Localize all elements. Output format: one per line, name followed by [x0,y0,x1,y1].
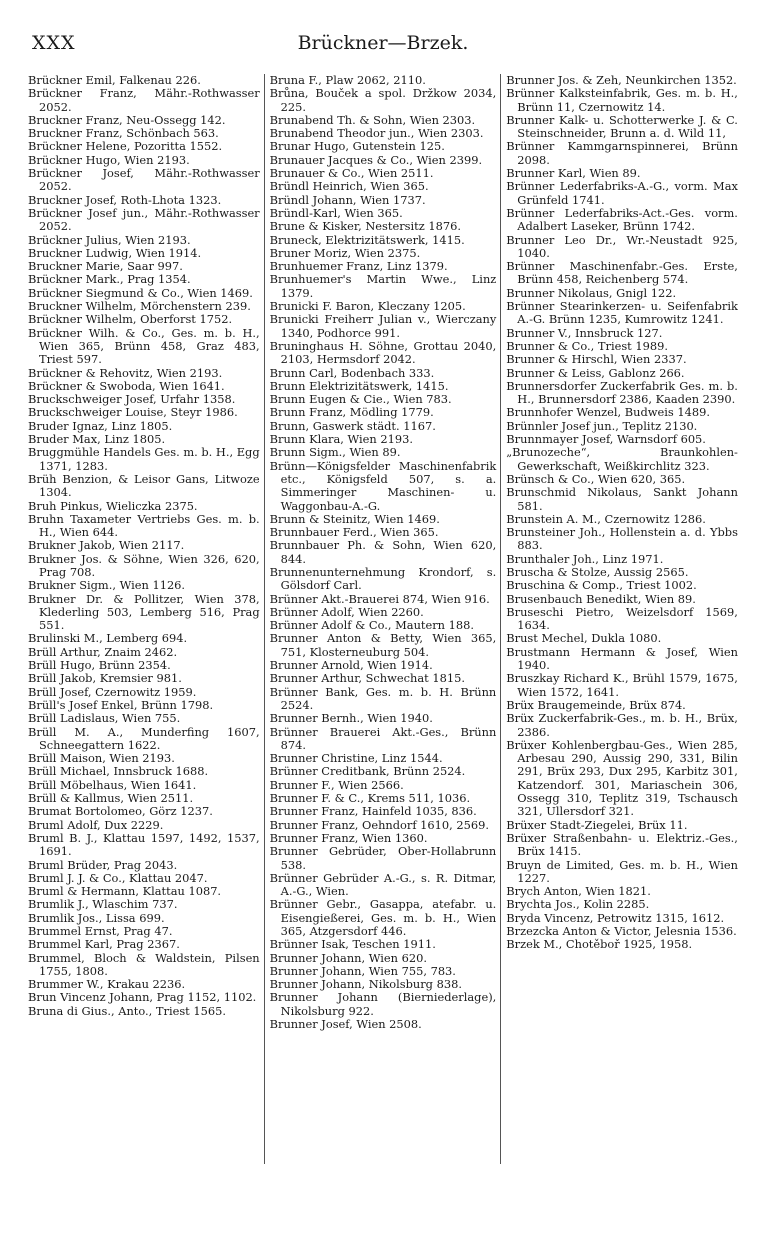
directory-entry: Brunsteiner Joh., Hollenstein a. d. Ybbs 883. [506,525,738,553]
directory-entry: Bruckschweiger Louise, Steyr 1986. [28,405,238,420]
directory-entry: Bruhn Taxameter Vertriebs Ges. m. b. H., Wien 644. [28,511,260,540]
directory-entry: Brückner Wilhelm, Oberforst 1752. [28,312,233,327]
directory-entry: Bruder Ignaz, Linz 1805. [28,418,173,433]
directory-entry: Bruna F., Plaw 2062, 2110. [269,74,426,87]
directory-entry: Brunner Franz, Oehndorf 1610, 2569. [269,817,490,832]
directory-entry: Bruckner Marie, Saar 997. [28,259,183,274]
directory-entry: Bründl Johann, Wien 1737. [269,192,426,207]
directory-entry: Brunabend Th. & Sohn, Wien 2303. [269,112,476,127]
directory-entry: Brünner Lederfabriks-Act.-Ges. vorm. Adalbert Laseker, Brünn 1742. [506,205,738,234]
directory-entry: Brunner Kalk- u. Schotterwerke J. & C. Steinschneider, Brunn a. d. Wild 11, [506,112,738,141]
directory-entry: Bryda Vincenz, Petrowitz 1315, 1612. [506,910,725,925]
directory-entry: Brünn—Königsfelder Maschinenfabrik etc., Königsfeld 507, s. a. Simmeringer Maschinen- u. Waggonbau-A.-G. [269,458,497,513]
directory-entry: Brunner F. & C., Krems 511, 1036. [269,791,471,806]
directory-entry: Brünner Lederfabriks-A.-G., vorm. Max Grünfeld 1741. [506,179,738,207]
directory-entry: Brüll Jakob, Kremsier 981. [28,671,182,686]
directory-entry: Brumat Bortolomeo, Görz 1237. [28,804,213,819]
directory-entry: Bruml Adolf, Dux 2229. [28,817,164,832]
directory-entry: Brünnler Josef jun., Teplitz 2130. [506,418,698,433]
directory-entry: Brüll & Kallmus, Wien 2511. [28,791,194,806]
directory-entry: Brzek M., Chotěboř 1925, 1958. [506,937,693,952]
directory-entry: Brunner Franz, Wien 1360. [269,830,428,845]
directory-entry: Brunabend Theodor jun., Wien 2303. [269,126,484,141]
directory-entry: Brunner Bernh., Wien 1940. [269,711,433,726]
directory-entry: Brunn Klara, Wien 2193. [269,432,413,447]
directory-entry: Brunnersdorfer Zuckerfabrik Ges. m. b. H., Brunnersdorf 2386, Kaaden 2390. [506,378,738,407]
directory-entry: Brunner Franz, Hainfeld 1035, 836. [269,804,477,819]
directory-entry: Brünner Creditbank, Brünn 2524. [269,764,466,779]
directory-entry: Brunner Karl, Wien 89. [506,166,641,181]
directory-entry: Brumlik J., Wlaschim 737. [28,897,178,912]
directory-entry: Brückner Julius, Wien 2193. [28,232,191,247]
directory-entry: Brüx Braugemeinde, Brüx 874. [506,697,686,712]
directory-entry: Brukner Jakob, Wien 2117. [28,538,185,553]
directory-entry: Brustmann Hermann & Josef, Wien 1940. [506,644,738,673]
directory-entry: Bruschina & Comp., Triest 1002. [506,578,697,593]
directory-entry: Brückner & Rehovitz, Wien 2193. [28,365,223,380]
directory-entry: Brüll Möbelhaus, Wien 1641. [28,777,197,792]
directory-entry: Brunner Arthur, Schwechat 1815. [269,671,465,686]
directory-entry: Brünner Gebr., Gasappa, atefabr. u. Eisengießerei, Ges. m. b. H., Wien 365, Atzgersdorf 446. [269,897,497,938]
directory-entry: Brzezcka Anton & Victor, Jelesnia 1536. [506,924,737,938]
directory-entry: Bruckschweiger Josef, Urfahr 1358. [28,392,236,407]
directory-entry: Brunner Johann, Wien 620. [269,950,427,965]
directory-entry: Brunner & Co., Triest 1989. [506,338,668,353]
directory-entry: Brünner Isak, Teschen 1911. [269,937,436,952]
directory-entry: Brückner Helene, Pozoritta 1552. [28,139,223,154]
directory-entry: Brüll Michael, Innsbruck 1688. [28,764,209,779]
directory-entry: Bruseschi Pietro, Weizelsdorf 1569, 1634. [506,604,738,633]
directory-entry: Brust Mechel, Dukla 1080. [506,631,662,646]
directory-entry: Brunnhofer Wenzel, Budweis 1489. [506,405,711,420]
directory-entry: Brun Vincenz Johann, Prag 1152, 1102. [28,990,257,1005]
directory-entry: Brunn & Steinitz, Wien 1469. [269,511,440,526]
directory-entry: Brünner Kalksteinfabrik, Ges. m. b. H., Brünn 11, Czernowitz 14. [506,86,738,114]
directory-entry: Brünner Gebrüder A.-G., s. R. Ditmar, A.-G., Wien. [269,870,497,899]
directory-entry: Bruninghaus H. Söhne, Grottau 2040, 2103, Hermsdorf 2042. [269,338,497,367]
running-head: Brückner—Brzek. [297,32,469,54]
directory-entry: Brückner Josef, Mähr.-Rothwasser 2052. [28,166,260,194]
directory-entry: Bruneck, Elektrizitätswerk, 1415. [269,232,465,247]
directory-entry: Brunicki F. Baron, Kleczany 1205. [269,299,466,314]
directory-entry: Brünner Brauerei Akt.-Ges., Brünn 874. [269,724,497,752]
directory-entry: Brunner V., Innsbruck 127. [506,325,663,340]
directory-entry: Brunn Carl, Bodenbach 333. [269,365,435,380]
directory-entry: Bründl Heinrich, Wien 365. [269,179,429,194]
directory-entry: Brunhuemer Franz, Linz 1379. [269,259,448,274]
directory-entry: Brünsch & Co., Wien 620, 365. [506,471,686,486]
directory-entry: Brückner Josef jun., Mähr.-Rothwasser 2052. [28,205,260,234]
directory-entry: Brunn Sigm., Wien 89. [269,445,401,460]
directory-entry: Brunner Gebrüder, Ober-Hollabrunn 538. [269,844,497,872]
directory-entry: Brüll M. A., Munderfing 1607, Schneegattern 1622. [28,724,260,752]
directory-entry: Brunnenunternehmung Krondorf, s. Gölsdorf Carl. [269,564,497,593]
directory-entry: Brunner Jos. & Zeh, Neunkirchen 1352. [506,74,737,87]
directory-entry: Bruckner Franz, Neu-Ossegg 142. [28,112,226,127]
directory-entry: Brückner Siegmund & Co., Wien 1469. [28,285,253,300]
directory-entry: Bruml & Hermann, Klattau 1087. [28,884,222,899]
directory-entry: Brummel Karl, Prag 2367. [28,937,180,952]
directory-entry: Brückner Hugo, Wien 2193. [28,152,190,167]
directory-entry: Brychta Jos., Kolin 2285. [506,897,650,912]
directory-entry: Brunner Johann (Bierniederlage), Nikolsburg 922. [269,990,497,1018]
directory-entry: Brunauer Jacques & Co., Wien 2399. [269,152,483,167]
directory-entry: Brunner Johann, Wien 755, 783. [269,963,456,978]
directory-entry: Bruckner Franz, Schönbach 563. [28,126,219,141]
directory-entry: Bruna di Gius., Anto., Triest 1565. [28,1003,226,1018]
directory-entry: Brückner Wilh. & Co., Ges. m. b. H., Wien 365, Brünn 458, Graz 483, Triest 597. [28,325,260,367]
directory-entry: Brunner Johann, Nikolsburg 838. [269,977,462,992]
directory-page [28,30,738,1170]
directory-entry: Brukner Jos. & Söhne, Wien 326, 620, Prag 708. [28,551,260,579]
directory-entry: Brunnmayer Josef, Warnsdorf 605. [506,432,706,447]
directory-entry: Bruml B. J., Klattau 1597, 1492, 1537, 1691. [28,830,260,859]
directory-entry: Brüll Arthur, Znaim 2462. [28,644,178,659]
directory-entry: Brüll Hugo, Brünn 2354. [28,658,171,673]
directory-entry: Bruszkay Richard K., Brühl 1579, 1675, Wien 1572, 1641. [506,671,738,699]
directory-entry: Brunthaler Joh., Linz 1971. [506,551,664,566]
directory-entry: Bruh Pinkus, Wieliczka 2375. [28,498,198,513]
directory-entry: Brüxer Kohlenbergbau-Ges., Wien 285, Arbesau 290, Aussig 290, 331, Bilin 291, Brüx 293, Dux 295, Karbitz 301, Katzendorf. 301, Mariaschein 306, Ossegg 310, Teplitz 319, Tschausch 321, Ullersdorf 321. [506,737,738,819]
directory-entry: Brüxer Stadt-Ziegelei, Brüx 11. [506,817,688,832]
directory-entry: Brunschmid Nikolaus, Sankt Johann 581. [506,485,738,513]
directory-entry: Brünner Kammgarnspinnerei, Brünn 2098. [506,139,738,167]
directory-entry: Brunner & Leiss, Gablonz 266. [506,365,685,380]
directory-entry: Brunn Elektrizitätswerk, 1415. [269,378,449,393]
directory-entry: Brüll Maison, Wien 2193. [28,751,175,766]
directory-entry: Bruckner Josef, Roth-Lhota 1323. [28,192,222,207]
directory-entry: „Brunozeche“, Braunkohlen-Gewerkschaft, Weißkirchlitz 323. [506,445,738,473]
directory-entry: Brunn, Gaswerk städt. 1167. [269,418,436,433]
directory-entry: Bruyn de Limited, Ges. m. b. H., Wien 1227. [506,857,738,885]
directory-entry: Brukner Sigm., Wien 1126. [28,578,186,593]
directory-entry: Brünner Adolf & Co., Mautern 188. [269,618,474,633]
directory-entry: Bruder Max, Linz 1805. [28,432,166,447]
column-3 [501,74,738,1164]
directory-entry: Brunner Leo Dr., Wr.-Neustadt 925, 1040. [506,232,738,260]
directory-entry: Brünner Adolf, Wien 2260. [269,604,424,619]
directory-entry: Brummel Ernst, Prag 47. [28,924,173,938]
directory-entry: Brunn Eugen & Cie., Wien 783. [269,392,452,407]
directory-entry: Brune & Kisker, Nestersitz 1876. [269,219,461,234]
directory-entry: Brumlik Jos., Lissa 699. [28,910,165,925]
directory-entry: Bruckner Ludwig, Wien 1914. [28,245,202,260]
directory-entry: Brunn Franz, Mödling 1779. [269,405,434,420]
directory-entry: Brunnbauer Ph. & Sohn, Wien 620, 844. [269,538,497,566]
page-header [28,30,738,60]
directory-entry: Brunner Anton & Betty, Wien 365, 751, Klosterneuburg 504. [269,631,497,659]
directory-entry: Brůna, Bouček a spol. Držkow 2034, 225. [269,86,497,114]
directory-entry: Brummer W., Krakau 2236. [28,977,186,992]
directory-entry: Brunner F., Wien 2566. [269,777,404,792]
directory-entry: Brückner & Swoboda, Wien 1641. [28,378,225,393]
directory-entry: Brünner Stearinkerzen- u. Seifenfabrik A.-G. Brünn 1235, Kumrowitz 1241. [506,299,738,327]
directory-entry: Brunner & Hirschl, Wien 2337. [506,352,687,367]
directory-entry: Brüxer Straßenbahn- u. Elektriz.-Ges., Brüx 1415. [506,830,738,859]
directory-entry: Brüh Benzion, & Leisor Gans, Litwoze 1304. [28,471,260,500]
directory-entry: Brückner Franz, Mähr.-Rothwasser 2052. [28,86,260,114]
directory-entry: Brunhuemer's Martin Wwe., Linz 1379. [269,272,497,300]
directory-entry: Brunner Josef, Wien 2508. [269,1017,422,1032]
directory-entry: Brüx Zuckerfabrik-Ges., m. b. H., Brüx, 2386. [506,711,738,739]
page-number: XXX [32,32,76,54]
directory-entry: Brückner Mark., Prag 1354. [28,272,191,287]
directory-entry: Bruml J. J. & Co., Klattau 2047. [28,870,208,885]
directory-entry: Brunstein A. M., Czernowitz 1286. [506,511,706,526]
directory-entry: Brünner Akt.-Brauerei 874, Wien 916. [269,591,490,606]
directory-entry: Brunar Hugo, Gutenstein 125. [269,139,445,154]
directory-entry: Brunicki Freiherr Julian v., Wierczany 1340, Podhorce 991. [269,312,497,340]
directory-entry: Brych Anton, Wien 1821. [506,884,651,899]
entry-columns [28,74,738,1164]
directory-entry: Brunner Nikolaus, Gnigl 122. [506,285,677,300]
directory-entry: Bruscha & Stolze, Aussig 2565. [506,564,689,579]
directory-entry: Brummel, Bloch & Waldstein, Pilsen 1755, 1808. [28,950,260,978]
directory-entry: Brusenbauch Benedikt, Wien 89. [506,591,696,606]
directory-entry: Brüll Ladislaus, Wien 755. [28,711,181,726]
directory-entry: Brunauer & Co., Wien 2511. [269,166,434,181]
directory-entry: Bruner Moriz, Wien 2375. [269,245,421,260]
directory-entry: Brunner Arnold, Wien 1914. [269,658,433,673]
directory-entry: Brunner Christine, Linz 1544. [269,751,443,766]
directory-entry: Brünner Bank, Ges. m. b. H. Brünn 2524. [269,684,497,712]
directory-entry: Brulinski M., Lemberg 694. [28,631,188,646]
directory-entry: Bründl-Karl, Wien 365. [269,205,403,220]
directory-entry: Brunnbauer Ferd., Wien 365. [269,525,439,540]
directory-entry: Brüll's Josef Enkel, Brünn 1798. [28,697,214,712]
directory-entry: Brukner Dr. & Pollitzer, Wien 378, Klederling 503, Lemberg 516, Prag 551. [28,591,260,633]
column-2 [265,74,502,1164]
directory-entry: Brüll Josef, Czernowitz 1959. [28,684,197,699]
directory-entry: Bruml Brüder, Prag 2043. [28,857,178,872]
directory-entry: Bruggmühle Handels Ges. m. b. H., Egg 1371, 1283. [28,445,260,473]
directory-entry: Brünner Maschinenfabr.-Ges. Erste, Brünn 458, Reichenberg 574. [506,259,738,287]
directory-entry: Brückner Emil, Falkenau 226. [28,74,201,87]
directory-entry: Bruckner Wilhelm, Mörchenstern 239. [28,299,251,314]
column-1 [28,74,265,1164]
